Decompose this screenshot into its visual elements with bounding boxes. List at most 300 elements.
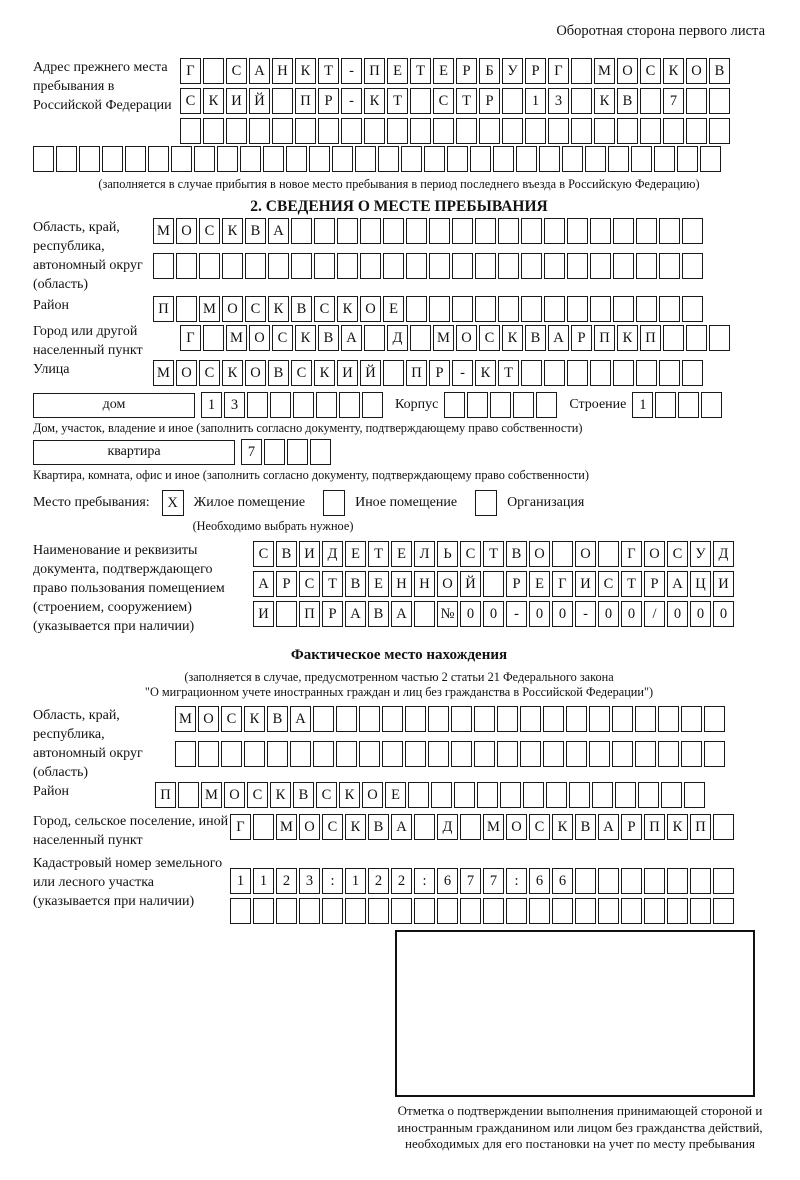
grid-cell[interactable] [677, 146, 698, 172]
grid-cell[interactable] [567, 360, 588, 386]
grid-cell[interactable] [452, 253, 473, 279]
grid-cell[interactable] [635, 706, 656, 732]
grid-cell[interactable] [382, 706, 403, 732]
grid-cell[interactable] [566, 706, 587, 732]
grid-cell[interactable] [546, 782, 567, 808]
grid-cell[interactable]: Т [498, 360, 519, 386]
grid-cell[interactable] [221, 741, 242, 767]
grid-cell[interactable] [621, 898, 642, 924]
grid-cell[interactable]: Р [644, 571, 665, 597]
grid-cell[interactable]: И [713, 571, 734, 597]
grid-cell[interactable]: Т [387, 88, 408, 114]
grid-cell[interactable]: Р [621, 814, 642, 840]
grid-cell[interactable]: С [291, 360, 312, 386]
grid-cell[interactable] [382, 741, 403, 767]
grid-cell[interactable]: С [667, 541, 688, 567]
grid-cell[interactable] [615, 782, 636, 808]
grid-cell[interactable]: Е [387, 58, 408, 84]
grid-cell[interactable]: А [345, 601, 366, 627]
grid-cell[interactable]: С [245, 296, 266, 322]
grid-cell[interactable]: С [433, 88, 454, 114]
grid-cell[interactable] [360, 253, 381, 279]
grid-cell[interactable] [525, 118, 546, 144]
grid-cell[interactable]: О [617, 58, 638, 84]
grid-cell[interactable] [636, 218, 657, 244]
grid-cell[interactable] [272, 88, 293, 114]
grid-cell[interactable]: М [153, 360, 174, 386]
grid-cell[interactable]: П [594, 325, 615, 351]
grid-cell[interactable] [598, 868, 619, 894]
grid-cell[interactable] [359, 741, 380, 767]
grid-cell[interactable]: К [337, 296, 358, 322]
grid-cell[interactable] [592, 782, 613, 808]
grid-cell[interactable] [406, 296, 427, 322]
grid-cell[interactable] [690, 898, 711, 924]
grid-cell[interactable] [253, 814, 274, 840]
grid-cell[interactable] [621, 868, 642, 894]
grid-cell[interactable] [713, 814, 734, 840]
grid-cell[interactable]: 1 [230, 868, 251, 894]
grid-cell[interactable]: Т [456, 88, 477, 114]
grid-cell[interactable]: 1 [253, 868, 274, 894]
grid-cell[interactable] [309, 146, 330, 172]
grid-cell[interactable]: С [272, 325, 293, 351]
grid-cell[interactable] [513, 392, 534, 418]
grid-cell[interactable]: К [222, 218, 243, 244]
grid-cell[interactable] [253, 898, 274, 924]
grid-cell[interactable] [318, 118, 339, 144]
grid-cell[interactable]: О [644, 541, 665, 567]
grid-cell[interactable]: К [222, 360, 243, 386]
grid-cell[interactable]: С [180, 88, 201, 114]
grid-cell[interactable]: О [299, 814, 320, 840]
grid-cell[interactable] [414, 898, 435, 924]
grid-cell[interactable]: В [291, 296, 312, 322]
grid-cell[interactable]: : [414, 868, 435, 894]
grid-cell[interactable] [475, 253, 496, 279]
grid-cell[interactable] [332, 146, 353, 172]
grid-cell[interactable]: Й [460, 571, 481, 597]
grid-cell[interactable] [245, 253, 266, 279]
grid-cell[interactable]: Ь [437, 541, 458, 567]
grid-cell[interactable]: Р [429, 360, 450, 386]
grid-cell[interactable] [521, 360, 542, 386]
grid-cell[interactable] [313, 741, 334, 767]
grid-cell[interactable] [552, 898, 573, 924]
grid-cell[interactable] [293, 392, 314, 418]
grid-cell[interactable]: А [268, 218, 289, 244]
grid-cell[interactable] [360, 218, 381, 244]
grid-cell[interactable]: У [690, 541, 711, 567]
grid-cell[interactable] [663, 118, 684, 144]
grid-cell[interactable]: П [153, 296, 174, 322]
grid-cell[interactable] [548, 118, 569, 144]
grid-cell[interactable]: А [598, 814, 619, 840]
grid-cell[interactable] [520, 706, 541, 732]
grid-cell[interactable]: Е [391, 541, 412, 567]
grid-cell[interactable] [217, 146, 238, 172]
grid-cell[interactable] [544, 360, 565, 386]
grid-cell[interactable] [644, 868, 665, 894]
grid-cell[interactable]: 3 [548, 88, 569, 114]
grid-cell[interactable] [704, 706, 725, 732]
grid-cell[interactable]: С [314, 296, 335, 322]
grid-cell[interactable] [567, 253, 588, 279]
grid-cell[interactable]: О [362, 782, 383, 808]
grid-cell[interactable] [291, 253, 312, 279]
grid-cell[interactable] [295, 118, 316, 144]
grid-cell[interactable] [447, 146, 468, 172]
grid-cell[interactable] [497, 706, 518, 732]
grid-cell[interactable]: К [270, 782, 291, 808]
grid-cell[interactable] [682, 218, 703, 244]
grid-cell[interactable] [451, 741, 472, 767]
grid-cell[interactable]: И [253, 601, 274, 627]
grid-cell[interactable] [406, 253, 427, 279]
grid-cell[interactable]: : [506, 868, 527, 894]
grid-cell[interactable] [452, 296, 473, 322]
grid-cell[interactable]: О [360, 296, 381, 322]
grid-cell[interactable]: Е [529, 571, 550, 597]
grid-cell[interactable] [543, 706, 564, 732]
grid-cell[interactable]: К [268, 296, 289, 322]
grid-cell[interactable] [125, 146, 146, 172]
grid-cell[interactable] [544, 253, 565, 279]
grid-cell[interactable] [460, 814, 481, 840]
grid-cell[interactable]: Е [345, 541, 366, 567]
grid-cell[interactable] [148, 146, 169, 172]
grid-cell[interactable]: О [456, 325, 477, 351]
grid-cell[interactable] [180, 118, 201, 144]
grid-cell[interactable]: В [245, 218, 266, 244]
grid-cell[interactable] [613, 360, 634, 386]
grid-cell[interactable] [345, 898, 366, 924]
grid-cell[interactable]: О [245, 360, 266, 386]
grid-cell[interactable] [520, 741, 541, 767]
grid-cell[interactable] [405, 741, 426, 767]
grid-cell[interactable] [686, 88, 707, 114]
grid-cell[interactable]: А [253, 571, 274, 597]
grid-cell[interactable] [276, 898, 297, 924]
grid-cell[interactable] [543, 741, 564, 767]
checkbox-residential[interactable]: X [162, 490, 184, 516]
grid-cell[interactable] [709, 325, 730, 351]
grid-cell[interactable] [287, 439, 308, 465]
grid-cell[interactable]: В [368, 601, 389, 627]
grid-cell[interactable] [536, 392, 557, 418]
checkbox-other-premises[interactable] [323, 490, 345, 516]
grid-cell[interactable] [681, 741, 702, 767]
grid-cell[interactable]: О [506, 814, 527, 840]
grid-cell[interactable] [401, 146, 422, 172]
grid-cell[interactable]: М [276, 814, 297, 840]
grid-cell[interactable]: 7 [460, 868, 481, 894]
grid-cell[interactable] [428, 741, 449, 767]
grid-cell[interactable] [467, 392, 488, 418]
grid-cell[interactable] [414, 601, 435, 627]
grid-cell[interactable] [544, 296, 565, 322]
grid-cell[interactable] [276, 601, 297, 627]
grid-cell[interactable] [33, 146, 54, 172]
grid-cell[interactable] [690, 868, 711, 894]
grid-cell[interactable] [493, 146, 514, 172]
grid-cell[interactable]: О [224, 782, 245, 808]
grid-cell[interactable] [594, 118, 615, 144]
grid-cell[interactable]: А [667, 571, 688, 597]
grid-cell[interactable]: Е [385, 782, 406, 808]
grid-cell[interactable] [575, 868, 596, 894]
grid-cell[interactable]: М [199, 296, 220, 322]
grid-cell[interactable] [521, 253, 542, 279]
grid-cell[interactable]: 0 [621, 601, 642, 627]
grid-cell[interactable] [567, 218, 588, 244]
grid-cell[interactable] [175, 741, 196, 767]
grid-cell[interactable]: Р [571, 325, 592, 351]
grid-cell[interactable] [456, 118, 477, 144]
grid-cell[interactable] [410, 88, 431, 114]
grid-cell[interactable]: 7 [663, 88, 684, 114]
grid-cell[interactable]: П [364, 58, 385, 84]
grid-cell[interactable]: Т [483, 541, 504, 567]
grid-cell[interactable]: Ц [690, 571, 711, 597]
grid-cell[interactable] [636, 360, 657, 386]
grid-cell[interactable] [203, 118, 224, 144]
grid-cell[interactable]: К [552, 814, 573, 840]
grid-cell[interactable] [470, 146, 491, 172]
grid-cell[interactable]: С [199, 218, 220, 244]
grid-cell[interactable]: П [640, 325, 661, 351]
grid-cell[interactable] [337, 218, 358, 244]
grid-cell[interactable] [667, 898, 688, 924]
grid-cell[interactable] [387, 118, 408, 144]
grid-cell[interactable] [410, 325, 431, 351]
grid-cell[interactable] [429, 296, 450, 322]
grid-cell[interactable] [477, 782, 498, 808]
grid-cell[interactable] [613, 253, 634, 279]
grid-cell[interactable] [410, 118, 431, 144]
grid-cell[interactable] [222, 253, 243, 279]
grid-cell[interactable]: А [341, 325, 362, 351]
grid-cell[interactable] [569, 782, 590, 808]
grid-cell[interactable]: Н [414, 571, 435, 597]
grid-cell[interactable] [368, 898, 389, 924]
grid-cell[interactable] [684, 782, 705, 808]
grid-cell[interactable] [391, 898, 412, 924]
grid-cell[interactable]: П [690, 814, 711, 840]
grid-cell[interactable] [322, 898, 343, 924]
grid-cell[interactable]: Д [322, 541, 343, 567]
grid-cell[interactable]: Р [506, 571, 527, 597]
grid-cell[interactable] [264, 439, 285, 465]
grid-cell[interactable] [437, 898, 458, 924]
grid-cell[interactable]: С [221, 706, 242, 732]
grid-cell[interactable] [682, 253, 703, 279]
grid-cell[interactable]: 1 [525, 88, 546, 114]
grid-cell[interactable] [364, 118, 385, 144]
grid-cell[interactable]: Г [621, 541, 642, 567]
grid-cell[interactable] [226, 118, 247, 144]
grid-cell[interactable] [431, 782, 452, 808]
grid-cell[interactable]: В [709, 58, 730, 84]
grid-cell[interactable]: Г [180, 325, 201, 351]
grid-cell[interactable]: М [594, 58, 615, 84]
grid-cell[interactable] [612, 706, 633, 732]
grid-cell[interactable]: С [640, 58, 661, 84]
grid-cell[interactable]: О [249, 325, 270, 351]
grid-cell[interactable]: Р [525, 58, 546, 84]
grid-cell[interactable] [474, 741, 495, 767]
grid-cell[interactable]: Е [383, 296, 404, 322]
grid-cell[interactable]: Т [621, 571, 642, 597]
grid-cell[interactable]: П [295, 88, 316, 114]
grid-cell[interactable]: 0 [713, 601, 734, 627]
grid-cell[interactable] [433, 118, 454, 144]
grid-cell[interactable] [479, 118, 500, 144]
grid-cell[interactable]: К [314, 360, 335, 386]
grid-cell[interactable]: О [437, 571, 458, 597]
grid-cell[interactable]: К [364, 88, 385, 114]
grid-cell[interactable] [291, 218, 312, 244]
grid-cell[interactable] [701, 392, 722, 418]
grid-cell[interactable] [383, 360, 404, 386]
grid-cell[interactable]: К [339, 782, 360, 808]
grid-cell[interactable]: А [391, 601, 412, 627]
grid-cell[interactable] [567, 296, 588, 322]
grid-cell[interactable] [383, 253, 404, 279]
grid-cell[interactable] [686, 118, 707, 144]
grid-cell[interactable]: П [155, 782, 176, 808]
grid-cell[interactable] [640, 88, 661, 114]
grid-cell[interactable]: 1 [345, 868, 366, 894]
grid-cell[interactable] [314, 218, 335, 244]
grid-cell[interactable]: К [295, 58, 316, 84]
grid-cell[interactable] [272, 118, 293, 144]
grid-cell[interactable] [230, 898, 251, 924]
grid-cell[interactable]: Г [230, 814, 251, 840]
grid-cell[interactable] [405, 706, 426, 732]
grid-cell[interactable]: 0 [483, 601, 504, 627]
grid-cell[interactable] [590, 296, 611, 322]
grid-cell[interactable]: 0 [460, 601, 481, 627]
grid-cell[interactable]: 7 [241, 439, 262, 465]
grid-cell[interactable] [475, 218, 496, 244]
grid-cell[interactable] [336, 741, 357, 767]
grid-cell[interactable] [336, 706, 357, 732]
grid-cell[interactable] [203, 325, 224, 351]
grid-cell[interactable]: - [341, 88, 362, 114]
grid-cell[interactable] [500, 782, 521, 808]
grid-cell[interactable] [364, 325, 385, 351]
grid-cell[interactable] [521, 296, 542, 322]
grid-cell[interactable] [460, 898, 481, 924]
grid-cell[interactable] [299, 898, 320, 924]
grid-cell[interactable]: П [406, 360, 427, 386]
grid-cell[interactable]: С [199, 360, 220, 386]
grid-cell[interactable] [406, 218, 427, 244]
grid-cell[interactable] [608, 146, 629, 172]
grid-cell[interactable] [585, 146, 606, 172]
grid-cell[interactable] [498, 218, 519, 244]
grid-cell[interactable] [263, 146, 284, 172]
grid-cell[interactable] [310, 439, 331, 465]
grid-cell[interactable] [475, 296, 496, 322]
grid-cell[interactable] [102, 146, 123, 172]
grid-cell[interactable]: Н [391, 571, 412, 597]
grid-cell[interactable] [502, 118, 523, 144]
grid-cell[interactable] [659, 360, 680, 386]
grid-cell[interactable]: В [267, 706, 288, 732]
grid-cell[interactable]: 2 [368, 868, 389, 894]
grid-cell[interactable] [640, 118, 661, 144]
grid-cell[interactable] [713, 868, 734, 894]
grid-cell[interactable]: 0 [598, 601, 619, 627]
grid-cell[interactable] [355, 146, 376, 172]
grid-cell[interactable]: П [644, 814, 665, 840]
grid-cell[interactable]: Р [318, 88, 339, 114]
grid-cell[interactable]: О [575, 541, 596, 567]
grid-cell[interactable] [429, 218, 450, 244]
grid-cell[interactable] [655, 392, 676, 418]
grid-cell[interactable]: С [529, 814, 550, 840]
grid-cell[interactable]: 7 [483, 868, 504, 894]
grid-cell[interactable]: Р [479, 88, 500, 114]
grid-cell[interactable] [203, 58, 224, 84]
grid-cell[interactable] [474, 706, 495, 732]
grid-cell[interactable] [483, 571, 504, 597]
grid-cell[interactable]: 1 [632, 392, 653, 418]
grid-cell[interactable] [667, 868, 688, 894]
grid-cell[interactable] [199, 253, 220, 279]
grid-cell[interactable]: Т [410, 58, 431, 84]
grid-cell[interactable]: К [345, 814, 366, 840]
grid-cell[interactable] [498, 253, 519, 279]
grid-cell[interactable]: К [617, 325, 638, 351]
grid-cell[interactable] [362, 392, 383, 418]
grid-cell[interactable] [452, 218, 473, 244]
grid-cell[interactable]: № [437, 601, 458, 627]
grid-cell[interactable] [686, 325, 707, 351]
grid-cell[interactable] [171, 146, 192, 172]
grid-cell[interactable] [290, 741, 311, 767]
grid-cell[interactable] [659, 296, 680, 322]
grid-cell[interactable]: 0 [690, 601, 711, 627]
grid-cell[interactable]: О [198, 706, 219, 732]
grid-cell[interactable] [249, 118, 270, 144]
grid-cell[interactable]: Р [456, 58, 477, 84]
grid-cell[interactable]: В [525, 325, 546, 351]
grid-cell[interactable] [286, 146, 307, 172]
grid-cell[interactable]: 2 [391, 868, 412, 894]
grid-cell[interactable]: Й [360, 360, 381, 386]
grid-cell[interactable] [529, 898, 550, 924]
grid-cell[interactable] [523, 782, 544, 808]
grid-cell[interactable] [682, 296, 703, 322]
grid-cell[interactable] [176, 296, 197, 322]
grid-cell[interactable] [589, 706, 610, 732]
grid-cell[interactable]: К [244, 706, 265, 732]
grid-cell[interactable]: У [502, 58, 523, 84]
grid-cell[interactable] [176, 253, 197, 279]
grid-cell[interactable]: Е [433, 58, 454, 84]
grid-cell[interactable]: К [475, 360, 496, 386]
grid-cell[interactable]: В [575, 814, 596, 840]
grid-cell[interactable]: О [176, 360, 197, 386]
grid-cell[interactable] [267, 741, 288, 767]
grid-cell[interactable]: Б [479, 58, 500, 84]
grid-cell[interactable] [498, 296, 519, 322]
grid-cell[interactable]: С [460, 541, 481, 567]
grid-cell[interactable] [383, 218, 404, 244]
